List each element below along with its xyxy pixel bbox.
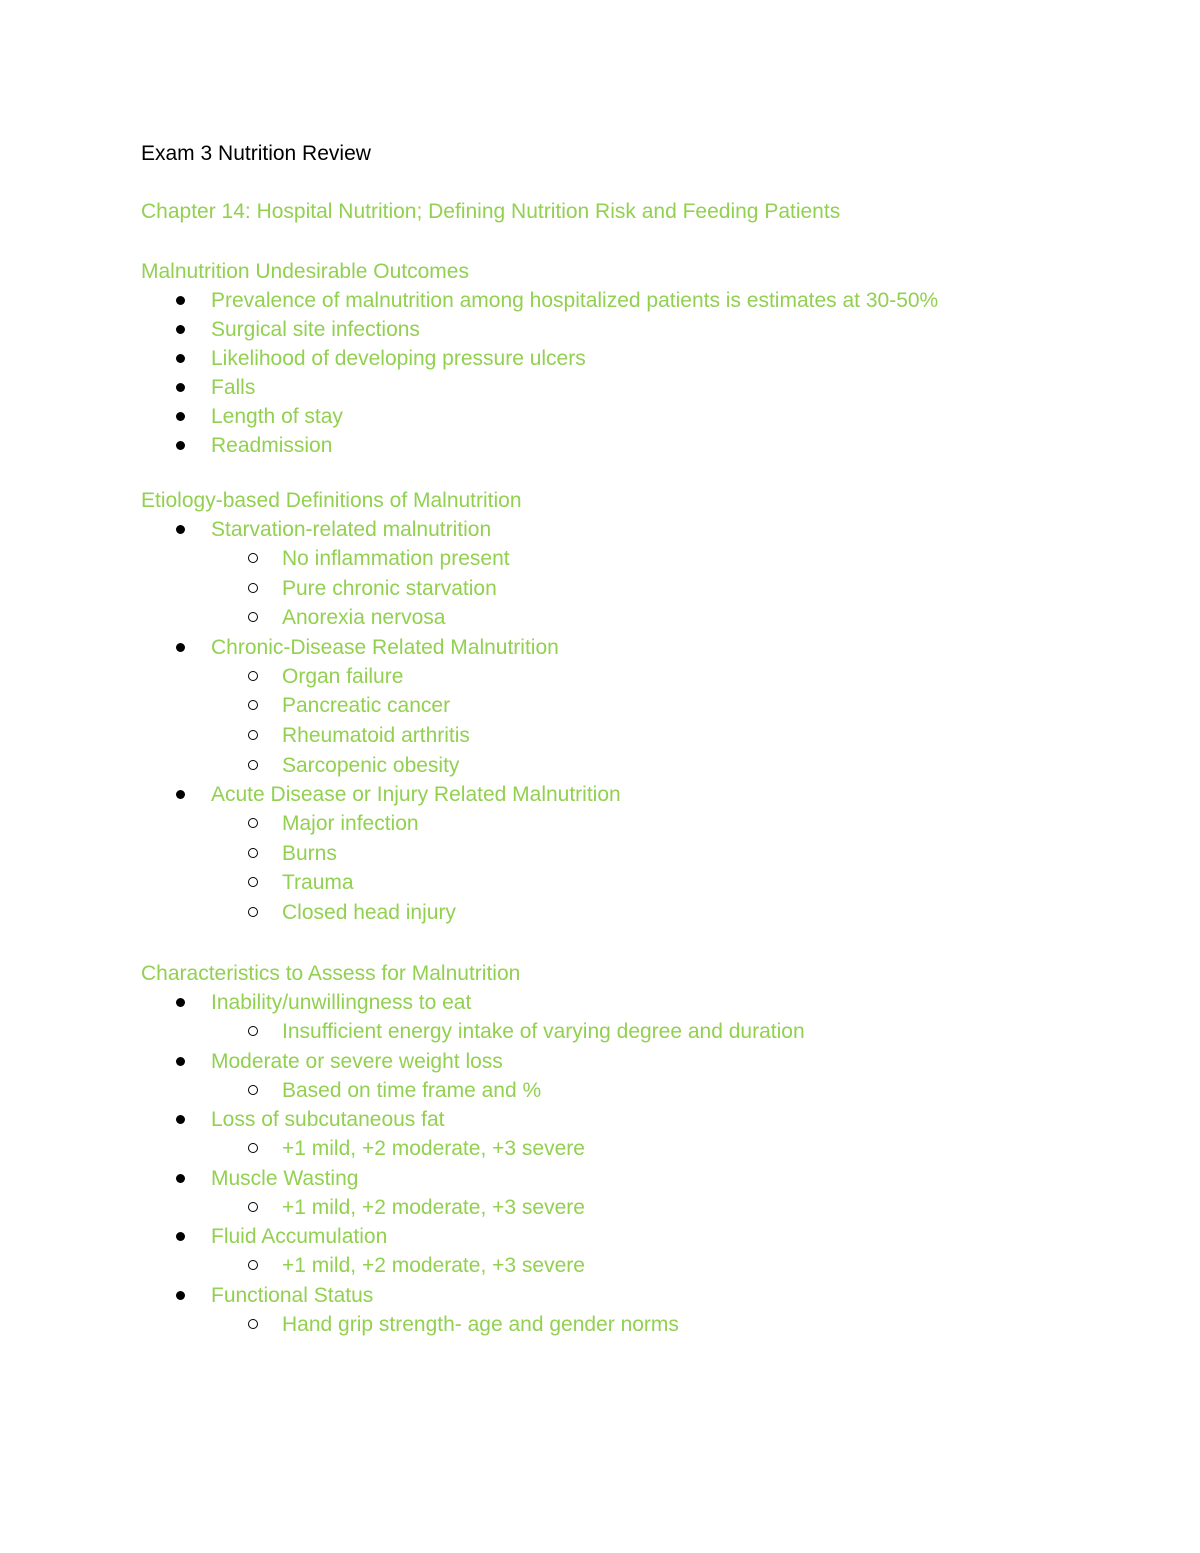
hollow-bullet-icon [248, 612, 258, 622]
hollow-bullet-icon [248, 907, 258, 917]
section-undesirable-outcomes [141, 257, 938, 460]
section-heading: Characteristics to Assess for Malnutrition [141, 962, 521, 985]
list-item: Falls [141, 373, 938, 402]
hollow-bullet-icon [248, 877, 258, 887]
bullet-icon [176, 1115, 185, 1124]
bullet-icon [176, 998, 185, 1007]
hollow-bullet-icon [248, 730, 258, 740]
sub-list-item: Trauma [141, 868, 621, 898]
bullet-icon [176, 525, 185, 534]
hollow-bullet-icon [248, 583, 258, 593]
list-item: Chronic-Disease Related Malnutrition Organ failure Pancreatic cancer Rheumatoid arthritis Sarcopenic obesity [141, 633, 621, 780]
document-title: Exam 3 Nutrition Review [141, 142, 371, 165]
bullet-icon [176, 441, 185, 450]
chapter-heading: Chapter 14: Hospital Nutrition; Defining Nutrition Risk and Feeding Patients [141, 200, 841, 223]
sub-list [211, 1251, 805, 1281]
sub-list-item: +1 mild, +2 moderate, +3 severe [141, 1193, 805, 1223]
sub-list-item: Burns [141, 839, 621, 869]
section-etiology-definitions [141, 486, 621, 928]
sub-list-item: Hand grip strength- age and gender norms [141, 1310, 805, 1340]
sub-list-item: Pure chronic starvation [141, 574, 621, 604]
hollow-bullet-icon [248, 1143, 258, 1153]
list-item: Loss of subcutaneous fat +1 mild, +2 moderate, +3 severe [141, 1105, 805, 1164]
bullet-icon [176, 325, 185, 334]
sub-list-item: Major infection [141, 809, 621, 839]
bullet-icon [176, 1057, 185, 1066]
hollow-bullet-icon [248, 671, 258, 681]
sub-list [211, 662, 621, 780]
hollow-bullet-icon [248, 700, 258, 710]
sub-list-item: +1 mild, +2 moderate, +3 severe [141, 1251, 805, 1281]
list-item: Starvation-related malnutrition No inflammation present Pure chronic starvation Anorexia nervosa [141, 515, 621, 633]
hollow-bullet-icon [248, 1202, 258, 1212]
sub-list-item: Sarcopenic obesity [141, 751, 621, 781]
list-item: Surgical site infections [141, 315, 938, 344]
sub-list [211, 1017, 805, 1047]
bullet-icon [176, 354, 185, 363]
list-item: Moderate or severe weight loss Based on time frame and % [141, 1047, 805, 1106]
sub-list [211, 809, 621, 927]
section-heading: Etiology-based Definitions of Malnutrition [141, 489, 522, 512]
list-item: Inability/unwillingness to eat Insufficient energy intake of varying degree and duration [141, 988, 805, 1047]
hollow-bullet-icon [248, 760, 258, 770]
sub-list-item: Based on time frame and % [141, 1076, 805, 1106]
sub-list-item: Rheumatoid arthritis [141, 721, 621, 751]
list-item: Likelihood of developing pressure ulcers [141, 344, 938, 373]
hollow-bullet-icon [248, 848, 258, 858]
bullet-icon [176, 1232, 185, 1241]
list-item: Muscle Wasting +1 mild, +2 moderate, +3 severe [141, 1164, 805, 1223]
hollow-bullet-icon [248, 1260, 258, 1270]
sub-list-item: No inflammation present [141, 544, 621, 574]
list-item: Length of stay [141, 402, 938, 431]
section-heading: Malnutrition Undesirable Outcomes [141, 260, 469, 283]
bullet-icon [176, 643, 185, 652]
sub-list-item: +1 mild, +2 moderate, +3 severe [141, 1134, 805, 1164]
hollow-bullet-icon [248, 1026, 258, 1036]
bullet-icon [176, 1291, 185, 1300]
sub-list [211, 1193, 805, 1223]
sub-list [211, 1134, 805, 1164]
sub-list-item: Insufficient energy intake of varying degree and duration [141, 1017, 805, 1047]
bullet-list [141, 988, 805, 1340]
sub-list-item: Closed head injury [141, 898, 621, 928]
sub-list [211, 544, 621, 633]
sub-list [211, 1076, 805, 1106]
list-item: Acute Disease or Injury Related Malnutrition Major infection Burns Trauma Closed head injury [141, 780, 621, 927]
bullet-list [141, 286, 938, 460]
sub-list [211, 1310, 805, 1340]
bullet-icon [176, 412, 185, 421]
bullet-list [141, 515, 621, 928]
bullet-icon [176, 296, 185, 305]
sub-list-item: Anorexia nervosa [141, 603, 621, 633]
sub-list-item: Pancreatic cancer [141, 691, 621, 721]
sub-list-item: Organ failure [141, 662, 621, 692]
hollow-bullet-icon [248, 1085, 258, 1095]
section-assessment-characteristics [141, 959, 805, 1340]
list-item: Fluid Accumulation +1 mild, +2 moderate, +3 severe [141, 1222, 805, 1281]
bullet-icon [176, 1174, 185, 1183]
list-item: Functional Status Hand grip strength- age and gender norms [141, 1281, 805, 1340]
hollow-bullet-icon [248, 553, 258, 563]
bullet-icon [176, 383, 185, 392]
hollow-bullet-icon [248, 1319, 258, 1329]
list-item: Readmission [141, 431, 938, 460]
bullet-icon [176, 790, 185, 799]
list-item: Prevalence of malnutrition among hospitalized patients is estimates at 30-50% [141, 286, 938, 315]
hollow-bullet-icon [248, 818, 258, 828]
